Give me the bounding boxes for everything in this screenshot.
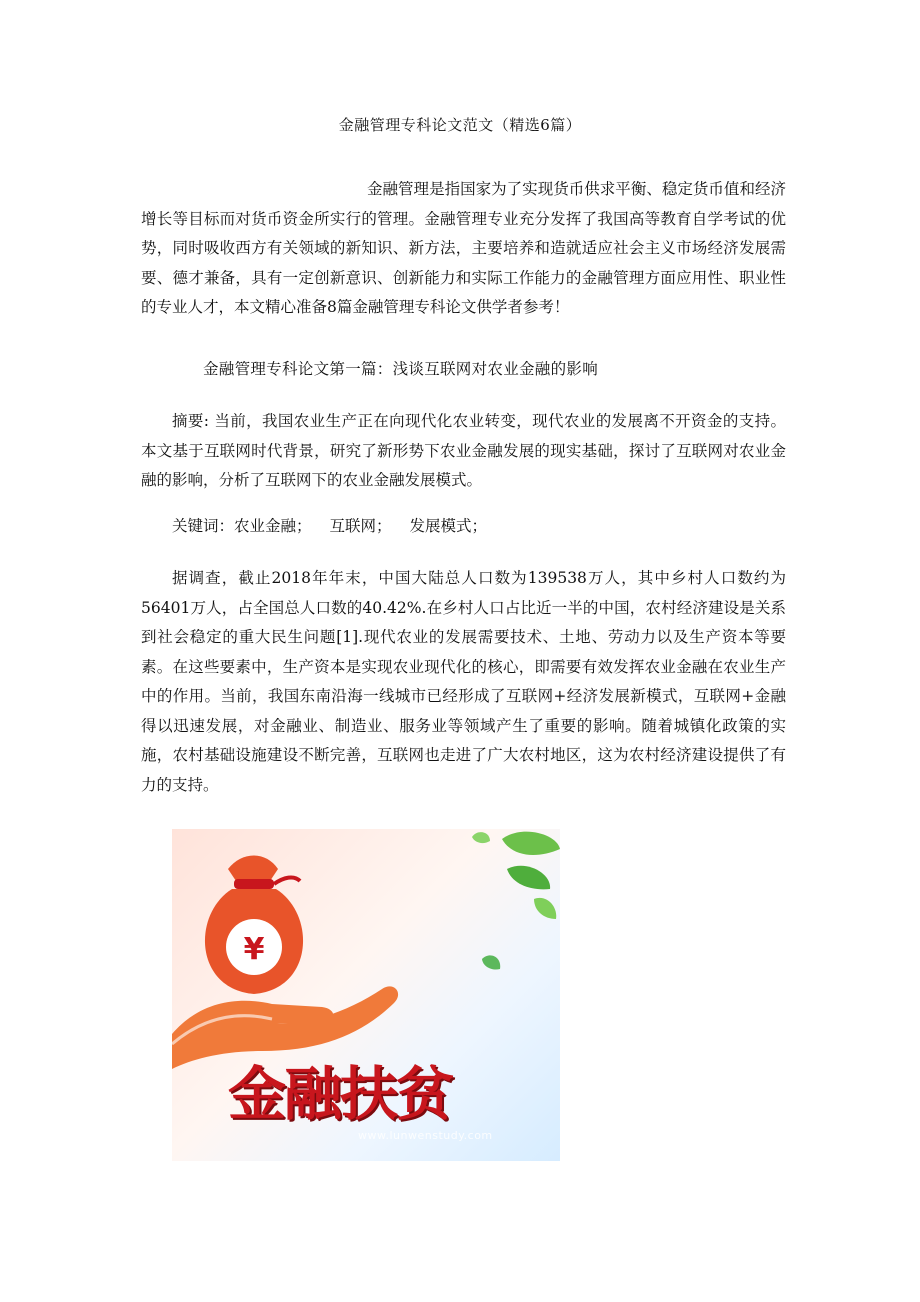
keywords-line — [172, 514, 487, 536]
abstract-paragraph: 摘要: 当前，我国农业生产正在向现代化农业转变，现代农业的发展离不开资金的支持。本文基于互联网时代背景，研究了新形势下农业金融发展的现实基础，探讨了互联网对农业金融的影响，分析了互联网下的农业金融发展模式。 — [141, 412, 786, 489]
watermark: www.lunwenstudy.com — [358, 1129, 493, 1142]
money-bag-icon — [205, 856, 303, 995]
keywords-label: 关键词： — [172, 517, 235, 535]
banner-text: 金融扶贫 — [228, 1060, 453, 1128]
leaf-icon — [472, 832, 560, 970]
keyword-item: 发展模式； — [409, 517, 488, 535]
section-heading: 金融管理专科论文第一篇：浅谈互联网对农业金融的影响 — [203, 360, 599, 378]
hand-icon — [172, 986, 398, 1069]
yen-symbol: ¥ — [243, 932, 265, 967]
keyword-item: 农业金融； — [234, 517, 312, 535]
poverty-finance-image — [172, 829, 560, 1161]
page-title: 金融管理专科论文范文（精选6篇） — [338, 116, 582, 134]
intro-paragraph: 金融管理是指国家为了实现货币供求平衡、稳定货币值和经济增长等目标而对货币资金所实行的管理。金融管理专业充分发挥了我国高等教育自学考试的优势，同时吸收西方有关领域的新知识、新方法，主要培养和造就适应社会主义市场经济发展需要、德才兼备，具有一定创新意识、创新能力和实际工作能力的金融管理方面应用性、职业性的专业人才，本文精心准备8篇金融管理专科论文供学者参考！ — [141, 180, 786, 316]
body-paragraph: 据调查，截止2018年年末，中国大陆总人口数为139538万人，其中乡村人口数约为56401万人，占全国总人口数的40.42%.在乡村人口占比近一半的中国，农村经济建设是关系到社会稳定的重大民生问题[1].现代农业的发展需要技术、土地、劳动力以及生产资本等要素。在这些要素中，生产资本是实现农业现代化的核心，即需要有效发挥农业金融在农业生产中的作用。当前，我国东南沿海一线城市已经形成了互联网+经济发展新模式，互联网+金融得以迅速发展，对金融业、制造业、服务业等领域产生了重要的影响。随着城镇化政策的实施，农村基础设施建设不断完善，互联网也走进了广大农村地区，这为农村经济建设提供了有力的支持。 — [141, 569, 786, 794]
keyword-item: 互联网； — [329, 517, 392, 535]
